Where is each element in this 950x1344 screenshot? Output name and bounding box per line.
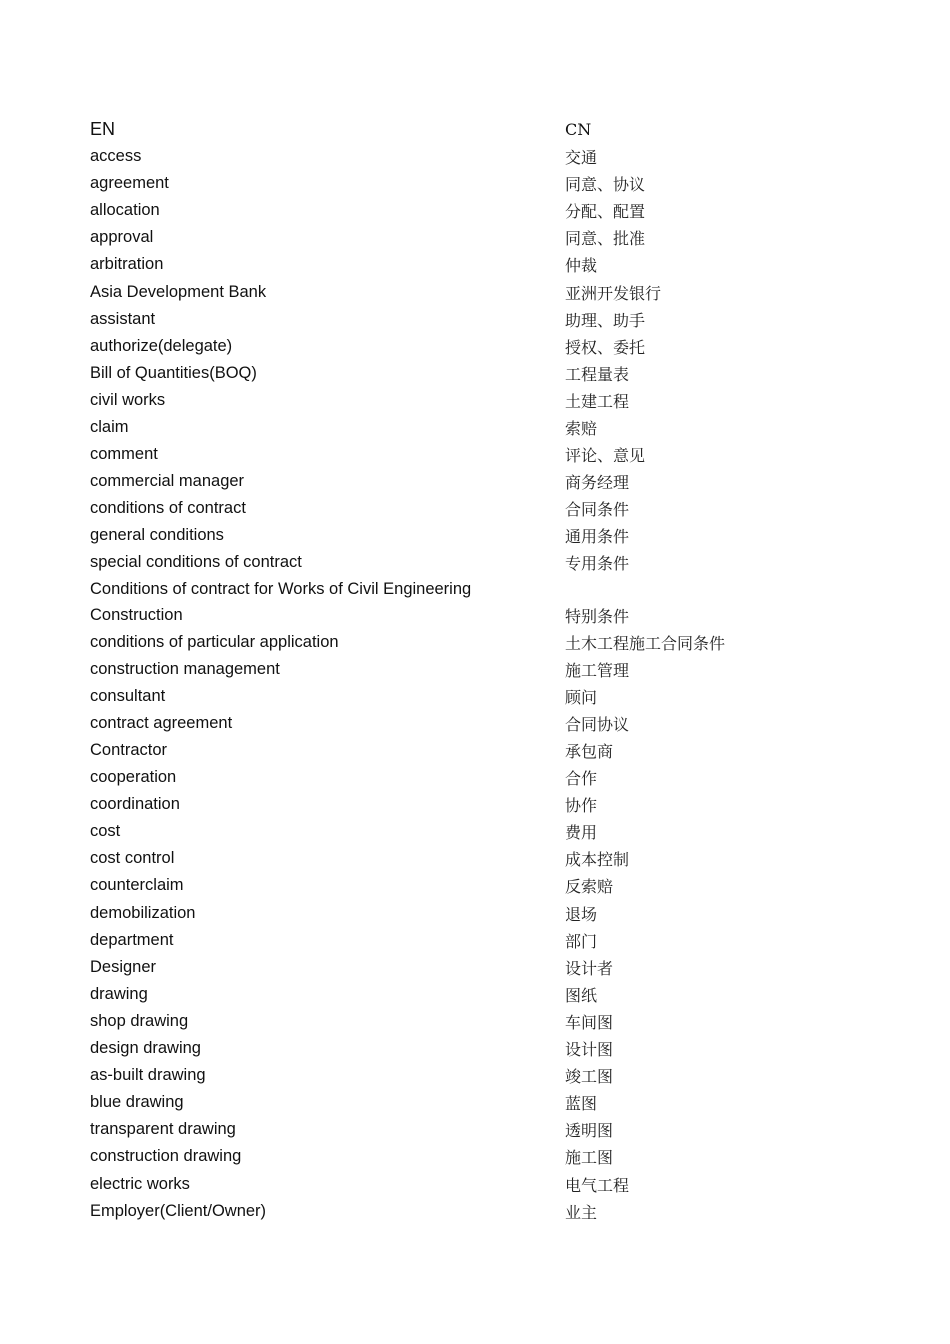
term-en: demobilization bbox=[90, 903, 196, 922]
glossary-row bbox=[90, 1170, 850, 1197]
term-cn: 业主 bbox=[565, 1202, 598, 1222]
term-en: transparent drawing bbox=[90, 1120, 236, 1139]
term-cn: 退场 bbox=[565, 904, 598, 924]
term-cn: 设计图 bbox=[565, 1040, 614, 1060]
term-cn: 分配、配置 bbox=[565, 202, 646, 222]
glossary-row bbox=[90, 224, 850, 251]
glossary-row bbox=[90, 522, 850, 549]
term-en: conditions of contract bbox=[90, 499, 246, 518]
term-en: special conditions of contract bbox=[90, 553, 302, 572]
glossary-row bbox=[90, 577, 850, 602]
term-en: agreement bbox=[90, 174, 169, 193]
term-cn: 蓝图 bbox=[565, 1094, 598, 1114]
term-cn: 图纸 bbox=[565, 985, 598, 1005]
term-en: cost bbox=[90, 822, 121, 841]
term-cn: 承包商 bbox=[565, 742, 614, 762]
term-cn: 设计者 bbox=[565, 958, 614, 978]
term-cn: 商务经理 bbox=[565, 473, 630, 493]
term-cn: 亚洲开发银行 bbox=[565, 283, 662, 303]
term-en: as-built drawing bbox=[90, 1066, 206, 1085]
term-en: authorize(delegate) bbox=[90, 336, 233, 355]
glossary-row bbox=[90, 333, 850, 360]
term-cn: 车间图 bbox=[565, 1012, 614, 1032]
term-cn: 施工图 bbox=[565, 1148, 614, 1168]
glossary-row bbox=[90, 387, 850, 414]
term-cn: 授权、委托 bbox=[565, 337, 646, 357]
glossary-row bbox=[90, 764, 850, 791]
term-en: assistant bbox=[90, 309, 156, 328]
term-cn: 费用 bbox=[565, 823, 598, 843]
glossary-row bbox=[90, 360, 850, 387]
header-cn: CN bbox=[565, 120, 592, 139]
glossary-row bbox=[90, 656, 850, 683]
term-cn: 合同条件 bbox=[565, 500, 630, 520]
term-en: allocation bbox=[90, 201, 160, 220]
glossary-row bbox=[90, 414, 850, 441]
glossary-row bbox=[90, 900, 850, 927]
term-cn: 工程量表 bbox=[565, 364, 630, 384]
term-cn: 顾问 bbox=[565, 687, 598, 707]
glossary-row bbox=[90, 251, 850, 278]
term-en: conditions of particular application bbox=[90, 632, 339, 651]
term-cn: 施工管理 bbox=[565, 660, 630, 680]
term-cn: 交通 bbox=[565, 148, 598, 168]
term-cn: 竣工图 bbox=[565, 1067, 614, 1087]
term-en: Conditions of contract for Works of Civil Engineering bbox=[90, 579, 472, 598]
term-en: blue drawing bbox=[90, 1093, 184, 1112]
term-en: Contractor bbox=[90, 741, 168, 760]
term-en: counterclaim bbox=[90, 876, 184, 895]
term-cn: 同意、协议 bbox=[565, 175, 646, 195]
term-cn: 评论、意见 bbox=[565, 446, 646, 466]
glossary-row bbox=[90, 1008, 850, 1035]
term-cn: 助理、助手 bbox=[565, 310, 646, 330]
term-en: Employer(Client/Owner) bbox=[90, 1201, 267, 1220]
term-cn: 反索赔 bbox=[565, 877, 614, 897]
glossary-header bbox=[90, 116, 850, 143]
term-en: Bill of Quantities(BOQ) bbox=[90, 363, 257, 382]
term-en: coordination bbox=[90, 795, 180, 814]
glossary-row bbox=[90, 791, 850, 818]
glossary-row bbox=[90, 872, 850, 899]
glossary-row bbox=[90, 197, 850, 224]
term-en: cooperation bbox=[90, 768, 177, 787]
term-en: design drawing bbox=[90, 1039, 201, 1058]
term-en: approval bbox=[90, 228, 154, 247]
glossary-row bbox=[90, 170, 850, 197]
term-en: Designer bbox=[90, 957, 157, 976]
glossary-row bbox=[90, 1035, 850, 1062]
term-cn: 专用条件 bbox=[565, 554, 630, 574]
term-cn: 电气工程 bbox=[565, 1175, 630, 1195]
term-cn: 土木工程施工合同条件 bbox=[565, 633, 726, 653]
term-en: comment bbox=[90, 445, 158, 464]
term-cn: 同意、批准 bbox=[565, 229, 646, 249]
glossary-row bbox=[90, 737, 850, 764]
term-cn: 透明图 bbox=[565, 1121, 614, 1141]
term-cn: 合同协议 bbox=[565, 714, 630, 734]
term-en: department bbox=[90, 930, 174, 949]
term-en: cost control bbox=[90, 849, 175, 868]
glossary-row bbox=[90, 1089, 850, 1116]
term-cn: 仲裁 bbox=[565, 256, 598, 276]
term-en: access bbox=[90, 147, 142, 166]
glossary-row bbox=[90, 278, 850, 305]
glossary-row bbox=[90, 710, 850, 737]
glossary-row bbox=[90, 683, 850, 710]
term-cn: 成本控制 bbox=[565, 850, 630, 870]
term-en: Asia Development Bank bbox=[90, 282, 267, 301]
term-en: construction management bbox=[90, 659, 280, 678]
term-cn: 部门 bbox=[565, 931, 598, 951]
glossary-row bbox=[90, 549, 850, 576]
glossary-row bbox=[90, 629, 850, 656]
term-en: Construction bbox=[90, 605, 183, 624]
term-en: consultant bbox=[90, 686, 166, 705]
term-cn: 索赔 bbox=[565, 418, 598, 438]
glossary-row bbox=[90, 1198, 850, 1225]
term-en: civil works bbox=[90, 390, 166, 409]
term-en: claim bbox=[90, 417, 129, 436]
term-en: contract agreement bbox=[90, 713, 233, 732]
glossary-rows bbox=[90, 143, 850, 1225]
term-cn: 合作 bbox=[565, 769, 598, 789]
term-en: general conditions bbox=[90, 526, 224, 545]
term-en: shop drawing bbox=[90, 1011, 189, 1030]
glossary-row bbox=[90, 602, 850, 629]
glossary-table bbox=[90, 116, 850, 1225]
term-en: arbitration bbox=[90, 255, 164, 274]
glossary-row bbox=[90, 143, 850, 170]
glossary-row bbox=[90, 1062, 850, 1089]
glossary-row bbox=[90, 845, 850, 872]
glossary-row bbox=[90, 927, 850, 954]
glossary-row bbox=[90, 1143, 850, 1170]
term-en: drawing bbox=[90, 984, 148, 1003]
term-cn: 通用条件 bbox=[565, 527, 630, 547]
term-cn: 协作 bbox=[565, 796, 598, 816]
glossary-row bbox=[90, 981, 850, 1008]
term-cn: 土建工程 bbox=[565, 391, 630, 411]
glossary-row bbox=[90, 818, 850, 845]
term-en: commercial manager bbox=[90, 472, 245, 491]
glossary-row bbox=[90, 306, 850, 333]
term-en: electric works bbox=[90, 1174, 190, 1193]
header-en: EN bbox=[90, 119, 116, 139]
glossary-row bbox=[90, 954, 850, 981]
term-cn: 特别条件 bbox=[565, 606, 630, 626]
glossary-row bbox=[90, 1116, 850, 1143]
term-en: construction drawing bbox=[90, 1147, 242, 1166]
glossary-row bbox=[90, 468, 850, 495]
glossary-row bbox=[90, 441, 850, 468]
glossary-row bbox=[90, 495, 850, 522]
